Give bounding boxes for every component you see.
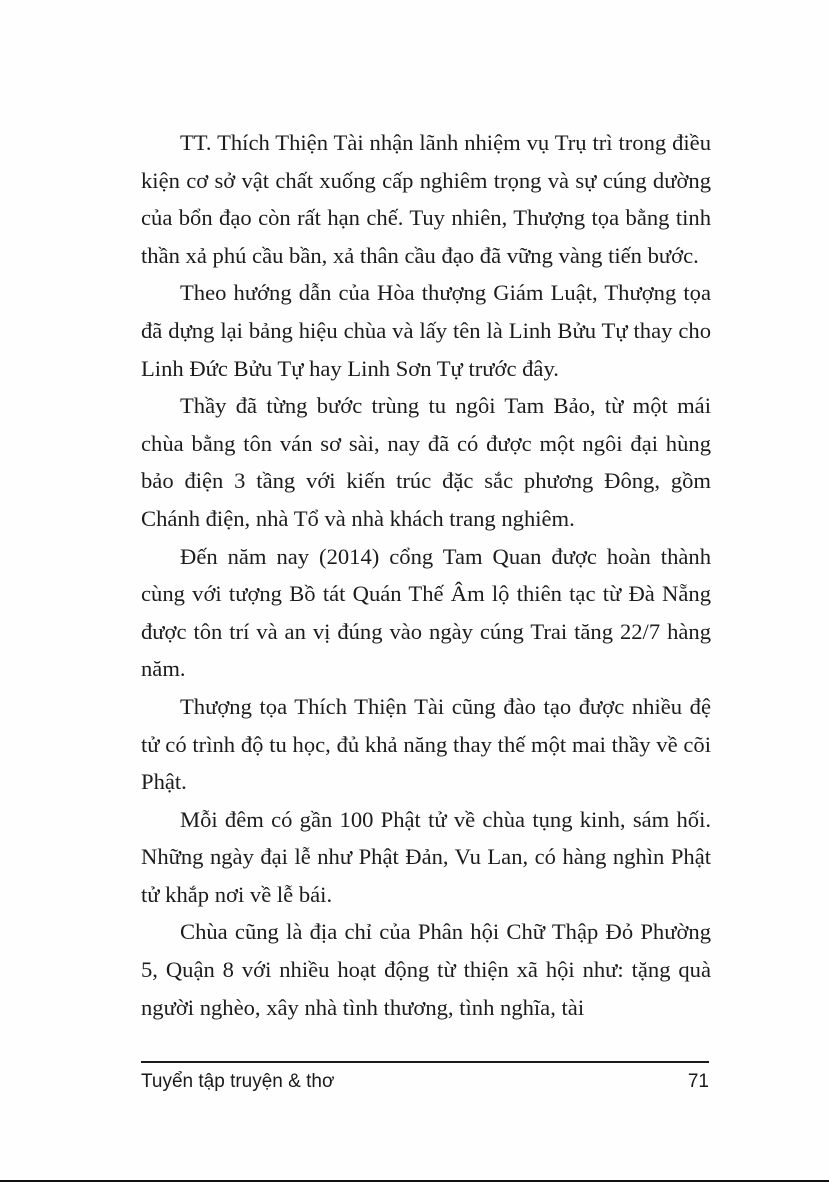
paragraph-6: Mỗi đêm có gần 100 Phật tử về chùa tụng kinh, sám hối. Những ngày đại lễ như Phật Đản, Vu Lan, có hàng nghìn Phật tử khắp nơi về lễ bái.	[141, 806, 711, 907]
paragraph-2: Theo hướng dẫn của Hòa thượng Giám Luật, Thượng tọa đã dựng lại bảng hiệu chùa và lấy tên là Linh Bửu Tự thay cho Linh Đức Bửu Tự hay Linh Sơn Tự trước đây.	[141, 280, 711, 381]
footer-divider	[141, 1061, 709, 1063]
paragraph-4: Đến năm nay (2014) cổng Tam Quan được hoàn thành cùng với tượng Bồ tát Quán Thế Âm lộ thiên tạc từ Đà Nẵng được tôn trí và an vị đúng vào ngày cúng Trai tăng 22/7 hàng năm.	[141, 543, 711, 682]
paragraph-5: Thượng tọa Thích Thiện Tài cũng đào tạo được nhiều đệ tử có trình độ tu học, đủ khả năng thay thế một mai thầy về cõi Phật.	[141, 693, 711, 795]
footer-book-title: Tuyển tập truyện & thơ	[141, 1071, 335, 1092]
footer-page-number: 71	[687, 1071, 709, 1092]
paragraph-3: Thầy đã từng bước trùng tu ngôi Tam Bảo, từ một mái chùa bằng tôn ván sơ sài, nay đã có được một ngôi đại hùng bảo điện 3 tầng với kiến trúc đặc sắc phương Đông, gồm Chánh điện, nhà Tổ và nhà khách trang nghiêm.	[141, 393, 711, 531]
paragraph-7: Chùa cũng là địa chỉ của Phân hội Chữ Thập Đỏ Phường 5, Quận 8 với nhiều hoạt động từ thiện xã hội như: tặng quà người nghèo, xây nhà tình thương, tình nghĩa, tài	[141, 919, 711, 1020]
body-text	[141, 124, 711, 1026]
paragraph-1: TT. Thích Thiện Tài nhận lãnh nhiệm vụ Trụ trì trong điều kiện cơ sở vật chất xuống cấp nghiêm trọng và sự cúng dường của bổn đạo còn rất hạn chế. Tuy nhiên, Thượng tọa bằng tinh thần xả phú cầu bần, xả thân cầu đạo đã vững vàng tiến bước.	[141, 130, 711, 268]
